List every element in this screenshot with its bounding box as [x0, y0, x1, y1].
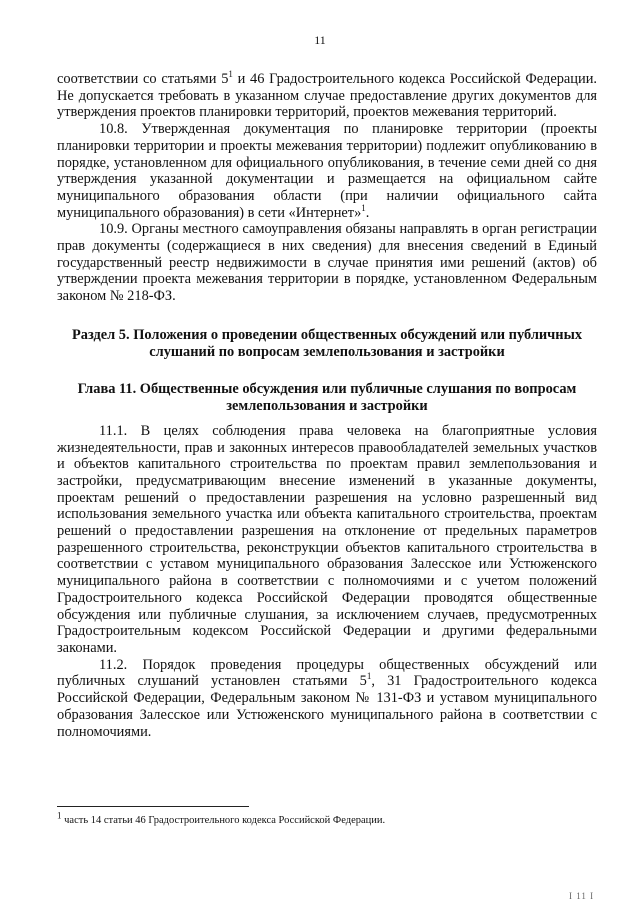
document-body: [57, 71, 597, 740]
footnote-divider: [57, 806, 249, 807]
paragraph-text: соответствии со статьями 5: [57, 71, 229, 87]
footnote-text: часть 14 статьи 46 Градостроительного кодекса Российской Федерации.: [61, 815, 386, 826]
footnote-reference[interactable]: 1: [361, 202, 366, 213]
paragraph-11-1: 11.1. В целях соблюдения права человека на благоприятные условия жизнедеятельности, прав и законных интересов правообладателей земельных участков и объектов капитального строительства по проектам правил землепользования и застройки, предусматривающим внесение изменений в указанные документы, проектам решений о предоставлении разрешения на условно разрешенный вид использования земельного участка или объекта капитального строительства, проектам решений о предоставлении разрешения на отклонение от предельных параметров разрешенного строительства, реконструкции объектов капитального строительства в соответствии с уставом муниципального образования Залесское или Устюженского муниципального района в соответствии с полномочиями и с учетом положений Градостроительного кодекса Российской Федерации проводятся общественные обсуждения или публичные слушания, за исключением случаев, предусмотренных Градостроительным кодексом Российской Федерации и другими федеральными законами.: [57, 422, 597, 656]
paragraph-10-8: [57, 121, 597, 221]
chapter-heading: Глава 11. Общественные обсуждения или публичные слушания по вопросам землепользования и застройки: [77, 380, 577, 414]
footnote: [57, 810, 597, 827]
paragraph-text: и 46 Градостроительного кодекса Российской Федерации. Не допускается требовать в указанном случае предоставление других документов для утверждения проектов планировки территорий, проектов межевания территорий.: [57, 71, 597, 121]
paragraph-11-2: [57, 657, 597, 741]
corner-mark: I 11 I: [569, 891, 595, 901]
superscript-marker: 1: [366, 671, 372, 682]
page-number: 11: [314, 33, 326, 47]
superscript-marker: 1: [228, 69, 233, 80]
footnote-marker: 1: [57, 810, 62, 821]
section-heading: Раздел 5. Положения о проведении общественных обсуждений или публичных слушаний по вопросам землепользования и застройки: [71, 326, 583, 360]
paragraph-text: .: [365, 204, 370, 221]
paragraph-10-9: 10.9. Органы местного самоуправления обязаны направлять в орган регистрации прав документы (содержащиеся в них сведения) для внесения сведений в Единый государственный реестр недвижимости в случае принятия ими решений (актов) об утверждении проекта межевания территории в порядке, установленном Федеральным законом № 218-ФЗ.: [57, 221, 597, 305]
paragraph-10-7-continuation: [57, 71, 597, 121]
paragraph-text: 10.8. Утвержденная документация по планировке территории (проекты планировки территории и проекты межевания территории) подлежит опубликованию в порядке, установленном для официального опубликования, в течение семи дней со дня утверждения указанной документации и размещается на официальном сайте муниципального образования области (при наличии официального сайта муниципального образования) в сети «Интернет»: [57, 121, 597, 221]
paragraph-text: 11.2. Порядок проведения процедуры общественных обсуждений или публичных слушаний установлен статьями 5: [57, 656, 597, 690]
paragraph-text: , 31 Градостроительного кодекса Российской Федерации, Федеральным законом № 131-ФЗ и уставом муниципального образования Залесское или Устюженского муниципального района в соответствии с полномочиями.: [57, 673, 597, 740]
